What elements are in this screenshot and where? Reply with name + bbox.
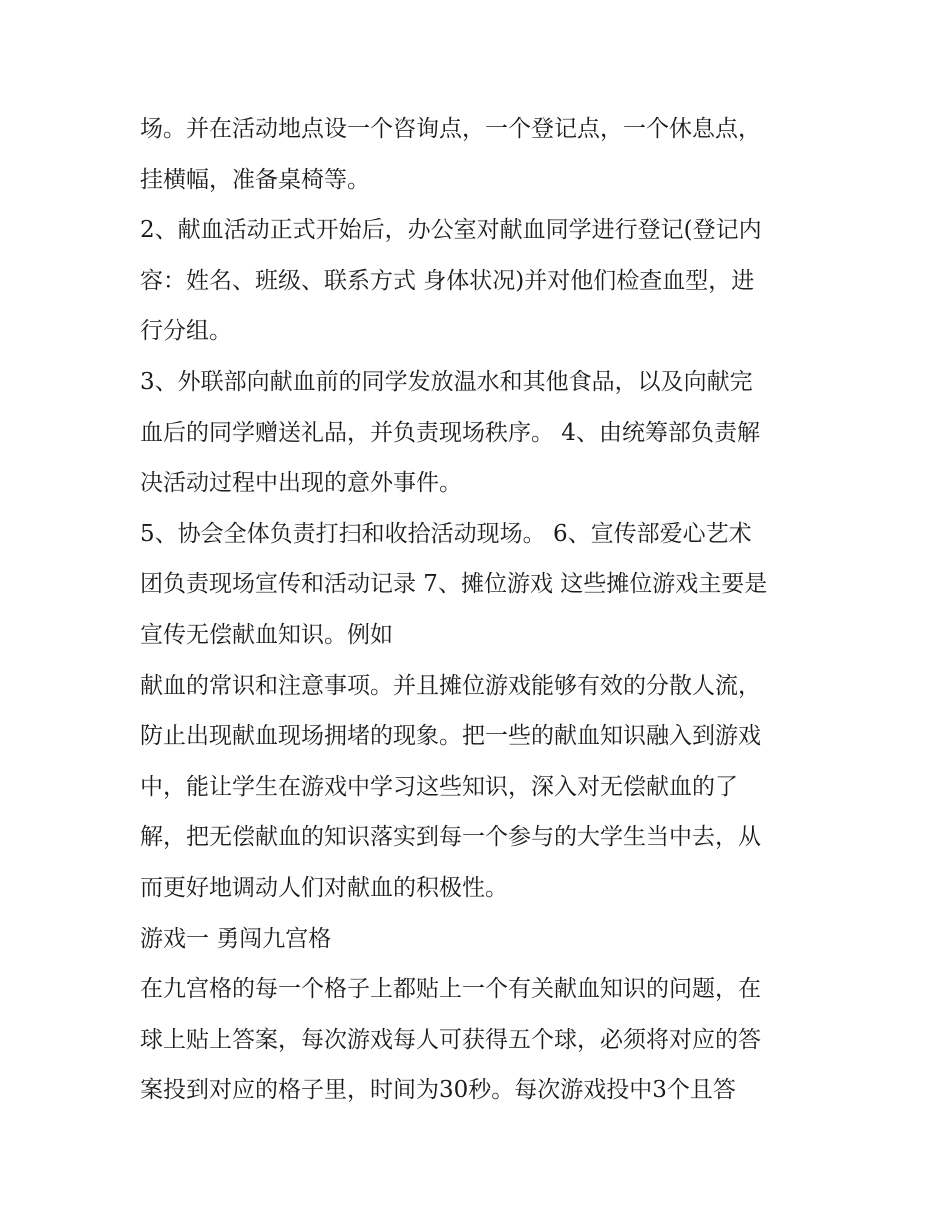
document-line: 案投到对应的格子里，时间为30秒。每次游戏投中3个且答 <box>140 1077 736 1104</box>
document-line: 而更好地调动人们对献血的积极性。 <box>140 874 508 901</box>
document-line: 在九宫格的每一个格子上都贴上一个有关献血知识的问题，在 <box>140 976 761 1003</box>
section-heading: 游戏一 勇闯九宫格 <box>140 925 332 952</box>
document-line: 场。并在活动地点设一个咨询点，一个登记点，一个休息点， <box>140 116 761 142</box>
document-line: 行分组。 <box>140 318 232 345</box>
document-line: 3、外联部向献血前的同学发放温水和其他食品，以及向献完 <box>140 368 753 395</box>
document-line: 团负责现场宣传和活动记录 7、摊位游戏 这些摊位游戏主要是 <box>140 571 768 598</box>
document-line: 宣传无偿献血知识。例如 <box>140 621 393 648</box>
document-line: 5、协会全体负责打扫和收拾活动现场。 6、宣传部爱心艺术 <box>140 520 752 547</box>
document-body <box>140 104 820 1116</box>
document-line: 中，能让学生在游戏中学习这些知识，深入对无偿献血的了 <box>140 773 738 800</box>
document-line: 决活动过程中出现的意外事件。 <box>140 470 462 497</box>
document-line: 2、献血活动正式开始后，办公室对献血同学进行登记(登记内 <box>140 217 762 244</box>
document-line: 献血的常识和注意事项。并且摊位游戏能够有效的分散人流， <box>140 672 761 699</box>
document-line: 解，把无偿献血的知识落实到每一个参与的大学生当中去，从 <box>140 824 761 851</box>
document-line: 血后的同学赠送礼品，并负责现场秩序。 4、由统筹部负责解 <box>140 419 760 446</box>
document-line: 防止出现献血现场拥堵的现象。把一些的献血知识融入到游戏 <box>140 723 761 750</box>
document-line: 球上贴上答案，每次游戏每人可获得五个球，必须将对应的答 <box>140 1026 761 1053</box>
document-line: 容：姓名、班级、联系方式 身体状况)并对他们检查血型，进 <box>140 267 755 294</box>
document-line: 挂横幅，准备桌椅等。 <box>140 166 370 193</box>
